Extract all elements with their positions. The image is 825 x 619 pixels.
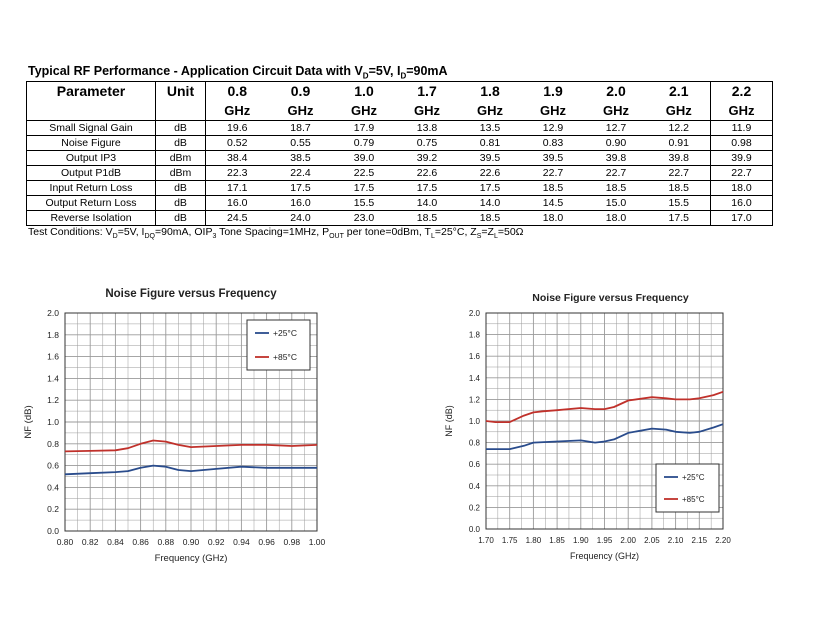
condition-subscript: L xyxy=(430,233,435,241)
parameter-value: 14.0 xyxy=(459,196,522,211)
parameter-name: Output P1dB xyxy=(27,166,156,181)
condition-subscript: DQ xyxy=(144,233,155,241)
parameter-name: Output Return Loss xyxy=(27,196,156,211)
parameter-value: 14.5 xyxy=(522,196,585,211)
x-tick-label: 0.82 xyxy=(81,537,99,547)
y-tick-label: 0.8 xyxy=(468,438,480,448)
frequency-unit-header: GHz xyxy=(665,103,692,118)
parameter-value: 18.5 xyxy=(648,181,711,196)
condition-text: Test Conditions: V xyxy=(28,226,113,238)
parameter-value: 17.5 xyxy=(459,181,522,196)
parameter-value: 39.5 xyxy=(522,151,585,166)
noise-figure-chart-low-band xyxy=(10,282,350,572)
parameter-value: 39.9 xyxy=(711,151,773,166)
x-tick-label: 0.90 xyxy=(182,537,200,547)
x-tick-label: 1.95 xyxy=(596,536,613,545)
parameter-value: 13.8 xyxy=(396,121,459,136)
parameter-value: 13.5 xyxy=(459,121,522,136)
parameter-value: 39.2 xyxy=(396,151,459,166)
parameter-value: 16.0 xyxy=(206,196,269,211)
parameter-value: 14.0 xyxy=(396,196,459,211)
x-tick-label: 1.00 xyxy=(308,537,326,547)
noise-figure-chart-high-band xyxy=(435,286,755,576)
parameter-value: 0.79 xyxy=(333,136,396,151)
parameter-value: 0.90 xyxy=(585,136,648,151)
y-tick-label: 0.0 xyxy=(468,525,480,534)
parameter-value: 22.7 xyxy=(648,166,711,181)
parameter-unit: dB xyxy=(156,121,206,136)
unit-header: Unit xyxy=(156,82,206,103)
condition-text: =5V, I xyxy=(117,226,145,238)
y-axis-label: NF (dB) xyxy=(444,405,454,437)
parameter-name: Noise Figure xyxy=(27,136,156,151)
frequency-header: 2.0 xyxy=(585,82,648,103)
parameter-value: 0.91 xyxy=(648,136,711,151)
y-tick-label: 1.2 xyxy=(468,395,480,405)
parameter-value: 17.5 xyxy=(396,181,459,196)
parameter-value: 18.5 xyxy=(396,211,459,226)
x-tick-label: 0.98 xyxy=(283,537,301,547)
y-tick-label: 2.0 xyxy=(468,309,480,318)
x-tick-label: 0.94 xyxy=(233,537,250,547)
parameter-value: 18.5 xyxy=(522,181,585,196)
legend-label: +25°C xyxy=(273,328,297,338)
y-tick-label: 0.2 xyxy=(468,503,480,513)
parameter-value: 18.0 xyxy=(585,211,648,226)
parameter-value: 22.5 xyxy=(333,166,396,181)
y-tick-label: 1.0 xyxy=(47,417,59,427)
table-row xyxy=(27,136,773,151)
frequency-header: 0.9 xyxy=(269,82,333,103)
parameter-value: 17.5 xyxy=(269,181,333,196)
table-row xyxy=(27,181,773,196)
frequency-header: 1.7 xyxy=(396,82,459,103)
condition-text: per tone=0dBm, T xyxy=(343,226,431,238)
x-axis-label: Frequency (GHz) xyxy=(154,553,228,564)
y-tick-label: 1.6 xyxy=(47,351,59,362)
frequency-header: 2.2 xyxy=(711,82,773,103)
parameter-value: 24.0 xyxy=(269,211,333,226)
parameter-unit: dBm xyxy=(156,151,206,166)
parameter-value: 17.5 xyxy=(648,211,711,226)
x-tick-label: 1.80 xyxy=(525,536,542,545)
table-row xyxy=(27,166,773,181)
x-tick-label: 1.90 xyxy=(573,536,589,545)
y-tick-label: 1.8 xyxy=(47,329,59,340)
unit-header-blank xyxy=(156,102,206,121)
parameter-value: 23.0 xyxy=(333,211,396,226)
x-axis-label: Frequency (GHz) xyxy=(569,551,640,561)
frequency-unit-header: GHz xyxy=(540,103,566,118)
title-text: Typical RF Performance - Application Circuit Data with V xyxy=(28,64,363,78)
condition-subscript: L xyxy=(493,233,498,241)
parameter-value: 18.5 xyxy=(585,181,648,196)
parameter-value: 18.5 xyxy=(459,211,522,226)
parameter-value: 15.5 xyxy=(648,196,711,211)
x-tick-label: 0.84 xyxy=(107,537,124,547)
parameter-value: 22.3 xyxy=(206,166,269,181)
parameter-value: 38.4 xyxy=(206,151,269,166)
x-tick-label: 0.92 xyxy=(207,537,225,547)
parameter-value: 19.6 xyxy=(206,121,269,136)
parameter-value: 12.2 xyxy=(648,121,711,136)
x-tick-label: 0.86 xyxy=(132,537,149,547)
parameter-value: 22.4 xyxy=(269,166,333,181)
parameter-name: Input Return Loss xyxy=(27,181,156,196)
frequency-unit-header: GHz xyxy=(206,102,269,121)
y-tick-label: 1.4 xyxy=(47,373,59,384)
x-tick-label: 0.96 xyxy=(258,537,275,547)
x-tick-label: 2.10 xyxy=(667,536,684,545)
x-tick-label: 2.05 xyxy=(644,536,660,545)
parameter-value: 16.0 xyxy=(711,196,773,211)
y-tick-label: 1.6 xyxy=(468,352,480,362)
parameter-value: 12.7 xyxy=(585,121,648,136)
frequency-header: 1.0 xyxy=(333,82,396,103)
chart-title: Noise Figure versus Frequency xyxy=(532,292,689,304)
legend-label: +85°C xyxy=(682,495,705,504)
parameter-value: 18.0 xyxy=(522,211,585,226)
y-tick-label: 1.8 xyxy=(468,330,480,340)
y-tick-label: 0.6 xyxy=(47,460,59,471)
condition-subscript: S xyxy=(476,233,482,241)
parameter-value: 12.9 xyxy=(522,121,585,136)
parameter-value: 15.5 xyxy=(333,196,396,211)
title-sub: D xyxy=(362,71,369,81)
table-row xyxy=(27,196,773,211)
parameter-unit: dBm xyxy=(156,166,206,181)
frequency-unit-header: GHz xyxy=(351,103,377,118)
x-tick-label: 2.00 xyxy=(620,536,636,545)
frequency-unit-header: GHz xyxy=(603,103,629,118)
parameter-value: 17.9 xyxy=(333,121,396,136)
table-row xyxy=(27,211,773,226)
parameter-value: 0.98 xyxy=(711,136,773,151)
y-tick-label: 1.2 xyxy=(47,395,59,406)
parameter-value: 18.7 xyxy=(269,121,333,136)
parameter-header: Parameter xyxy=(27,82,156,103)
x-tick-label: 0.80 xyxy=(56,537,74,547)
parameter-value: 17.0 xyxy=(711,211,773,226)
test-conditions xyxy=(28,226,524,240)
y-tick-label: 2.0 xyxy=(47,308,59,318)
frequency-unit-header: GHz xyxy=(414,103,440,118)
parameter-value: 0.81 xyxy=(459,136,522,151)
condition-text: =25°C, Z xyxy=(434,226,477,238)
legend-label: +25°C xyxy=(682,473,705,482)
y-tick-label: 0.4 xyxy=(468,481,480,491)
y-tick-label: 1.0 xyxy=(468,417,480,426)
x-tick-label: 0.88 xyxy=(157,537,175,547)
frequency-header: 0.8 xyxy=(206,82,269,103)
legend-label: +85°C xyxy=(273,352,297,362)
parameter-unit: dB xyxy=(156,211,206,226)
parameter-name: Output IP3 xyxy=(27,151,156,166)
y-tick-label: 0.4 xyxy=(47,482,59,493)
table-row xyxy=(27,121,773,136)
parameter-value: 38.5 xyxy=(269,151,333,166)
condition-text: =50Ω xyxy=(497,226,524,238)
parameter-value: 0.75 xyxy=(396,136,459,151)
y-tick-label: 0.0 xyxy=(47,526,59,536)
table-header-row xyxy=(27,82,773,103)
y-axis-label: NF (dB) xyxy=(23,405,34,439)
parameter-name: Small Signal Gain xyxy=(27,121,156,136)
parameter-value: 39.8 xyxy=(648,151,711,166)
parameter-unit: dB xyxy=(156,136,206,151)
x-tick-label: 1.75 xyxy=(501,536,518,545)
x-tick-label: 2.15 xyxy=(691,536,708,545)
document-title xyxy=(28,64,448,81)
parameter-name: Reverse Isolation xyxy=(27,211,156,226)
frequency-unit-header: GHz xyxy=(711,102,773,121)
y-tick-label: 0.2 xyxy=(47,504,59,515)
parameter-value: 0.52 xyxy=(206,136,269,151)
parameter-value: 22.7 xyxy=(711,166,773,181)
parameter-value: 22.6 xyxy=(459,166,522,181)
title-text: =90mA xyxy=(406,64,448,78)
parameter-value: 0.55 xyxy=(269,136,333,151)
title-text: =5V, I xyxy=(368,64,401,78)
y-tick-label: 1.4 xyxy=(468,373,480,383)
parameter-value: 17.1 xyxy=(206,181,269,196)
parameter-unit: dB xyxy=(156,196,206,211)
y-tick-label: 0.6 xyxy=(468,460,480,470)
y-tick-label: 0.8 xyxy=(47,438,59,449)
frequency-header: 1.8 xyxy=(459,82,522,103)
frequency-header: 1.9 xyxy=(522,82,585,103)
condition-text: =Z xyxy=(481,226,494,238)
parameter-unit: dB xyxy=(156,181,206,196)
chart-title: Noise Figure versus Frequency xyxy=(105,288,277,300)
parameter-value: 18.0 xyxy=(711,181,773,196)
parameter-value: 17.5 xyxy=(333,181,396,196)
parameter-value: 39.5 xyxy=(459,151,522,166)
parameter-value: 24.5 xyxy=(206,211,269,226)
x-tick-label: 2.20 xyxy=(715,536,731,545)
parameter-header-blank xyxy=(27,102,156,121)
condition-subscript: D xyxy=(112,233,118,241)
condition-subscript: OUT xyxy=(329,233,344,241)
title-sub: D xyxy=(400,71,407,81)
parameter-value: 16.0 xyxy=(269,196,333,211)
rf-performance-table xyxy=(26,81,773,226)
table-header-row xyxy=(27,102,773,121)
parameter-value: 22.7 xyxy=(522,166,585,181)
parameter-value: 11.9 xyxy=(711,121,773,136)
legend-box xyxy=(656,464,719,512)
condition-subscript: 3 xyxy=(212,233,217,241)
parameter-value: 15.0 xyxy=(585,196,648,211)
frequency-header: 2.1 xyxy=(648,82,711,103)
parameter-value: 22.6 xyxy=(396,166,459,181)
x-tick-label: 1.70 xyxy=(478,536,494,545)
parameter-value: 39.0 xyxy=(333,151,396,166)
table-row xyxy=(27,151,773,166)
condition-text: =90mA, OIP xyxy=(154,226,213,238)
x-tick-label: 1.85 xyxy=(549,536,565,545)
condition-text: Tone Spacing=1MHz, P xyxy=(216,226,330,238)
parameter-value: 22.7 xyxy=(585,166,648,181)
parameter-value: 39.8 xyxy=(585,151,648,166)
frequency-unit-header: GHz xyxy=(477,103,503,118)
parameter-value: 0.83 xyxy=(522,136,585,151)
frequency-unit-header: GHz xyxy=(287,103,314,118)
